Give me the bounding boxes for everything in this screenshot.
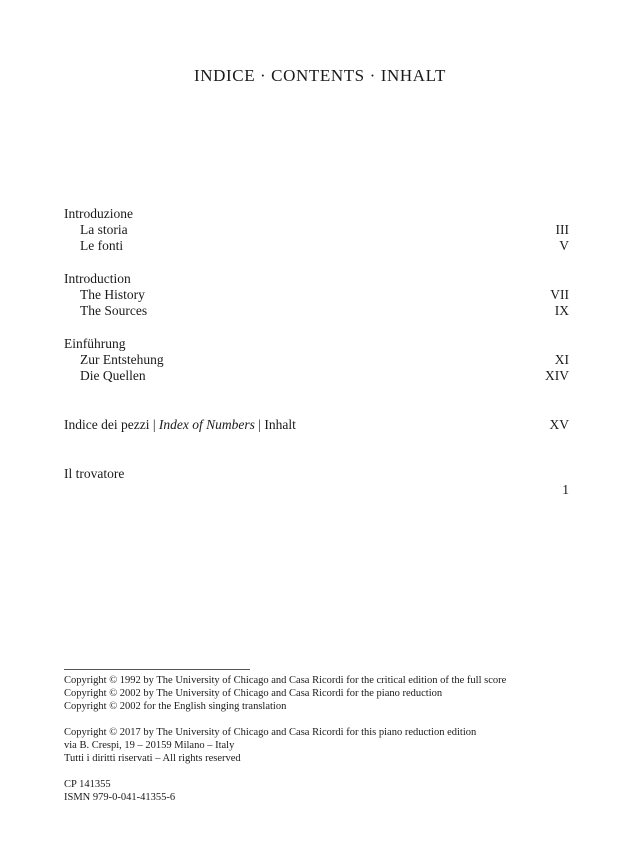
ismn-number: ISMN 979-0-041-41355-6 <box>64 792 176 803</box>
index-separator: | <box>149 417 159 432</box>
toc-heading-label: Einführung <box>64 336 126 351</box>
page-title: INDICE · CONTENTS · INHALT <box>194 66 446 85</box>
footnote-divider <box>64 669 250 670</box>
copyright-line: Copyright © 2017 by The University of Chicago and Casa Ricordi for this piano reduction edition <box>64 727 477 738</box>
toc-item-label: Die Quellen <box>80 368 146 383</box>
toc-heading-einfuhrung <box>64 336 569 352</box>
index-label-it: Indice dei pezzi <box>64 417 150 432</box>
publisher-address: via B. Crespi, 19 – 20159 Milano – Italy <box>64 740 235 751</box>
toc-heading-introduzione <box>64 206 569 222</box>
toc-item-page: XI <box>554 352 569 367</box>
toc-item-label: Il trovatore <box>64 466 125 481</box>
toc-item-label: Le fonti <box>80 238 124 253</box>
toc-item-label <box>64 417 296 433</box>
toc-item-la-storia[interactable] <box>80 222 569 238</box>
toc-item-zur-entstehung[interactable] <box>80 352 569 368</box>
rights-reserved: Tutti i diritti riservati – All rights reserved <box>64 753 241 764</box>
toc-item-page: XIV <box>545 368 569 383</box>
toc-item-page: VII <box>550 287 569 302</box>
index-label-en: Index of Numbers <box>158 417 255 432</box>
toc-item-page: 1 <box>562 482 569 497</box>
copyright-line: Copyright © 2002 by The University of Chicago and Casa Ricordi for the piano reduction <box>64 688 443 699</box>
toc-item-le-fonti[interactable] <box>80 238 569 254</box>
toc-item-the-history[interactable] <box>80 287 569 303</box>
toc-item-label: The History <box>80 287 145 302</box>
toc-item-il-trovatore-page-row <box>64 482 569 498</box>
toc-item-die-quellen[interactable] <box>80 368 569 384</box>
index-separator: | <box>254 417 265 432</box>
toc-item-the-sources[interactable] <box>80 303 569 319</box>
toc-item-label: The Sources <box>80 303 148 318</box>
toc-heading-label: Introduction <box>64 271 131 286</box>
copyright-line: Copyright © 1992 by The University of Chicago and Casa Ricordi for the critical edition of the full score <box>64 675 507 686</box>
toc-item-page: III <box>555 222 569 237</box>
toc-item-label: La storia <box>80 222 128 237</box>
toc-item-page: V <box>559 238 569 253</box>
toc-heading-introduction <box>64 271 569 287</box>
toc-heading-label: Introduzione <box>64 206 133 221</box>
toc-item-label: Zur Entstehung <box>80 352 164 367</box>
catalog-number: CP 141355 <box>64 779 111 790</box>
copyright-line: Copyright © 2002 for the English singing translation <box>64 701 287 712</box>
toc-item-page: IX <box>554 303 569 318</box>
index-label-de: Inhalt <box>264 417 296 432</box>
toc-item-index-of-numbers[interactable] <box>64 417 569 433</box>
toc-item-page: XV <box>549 417 569 432</box>
toc-item-il-trovatore[interactable] <box>64 466 569 482</box>
